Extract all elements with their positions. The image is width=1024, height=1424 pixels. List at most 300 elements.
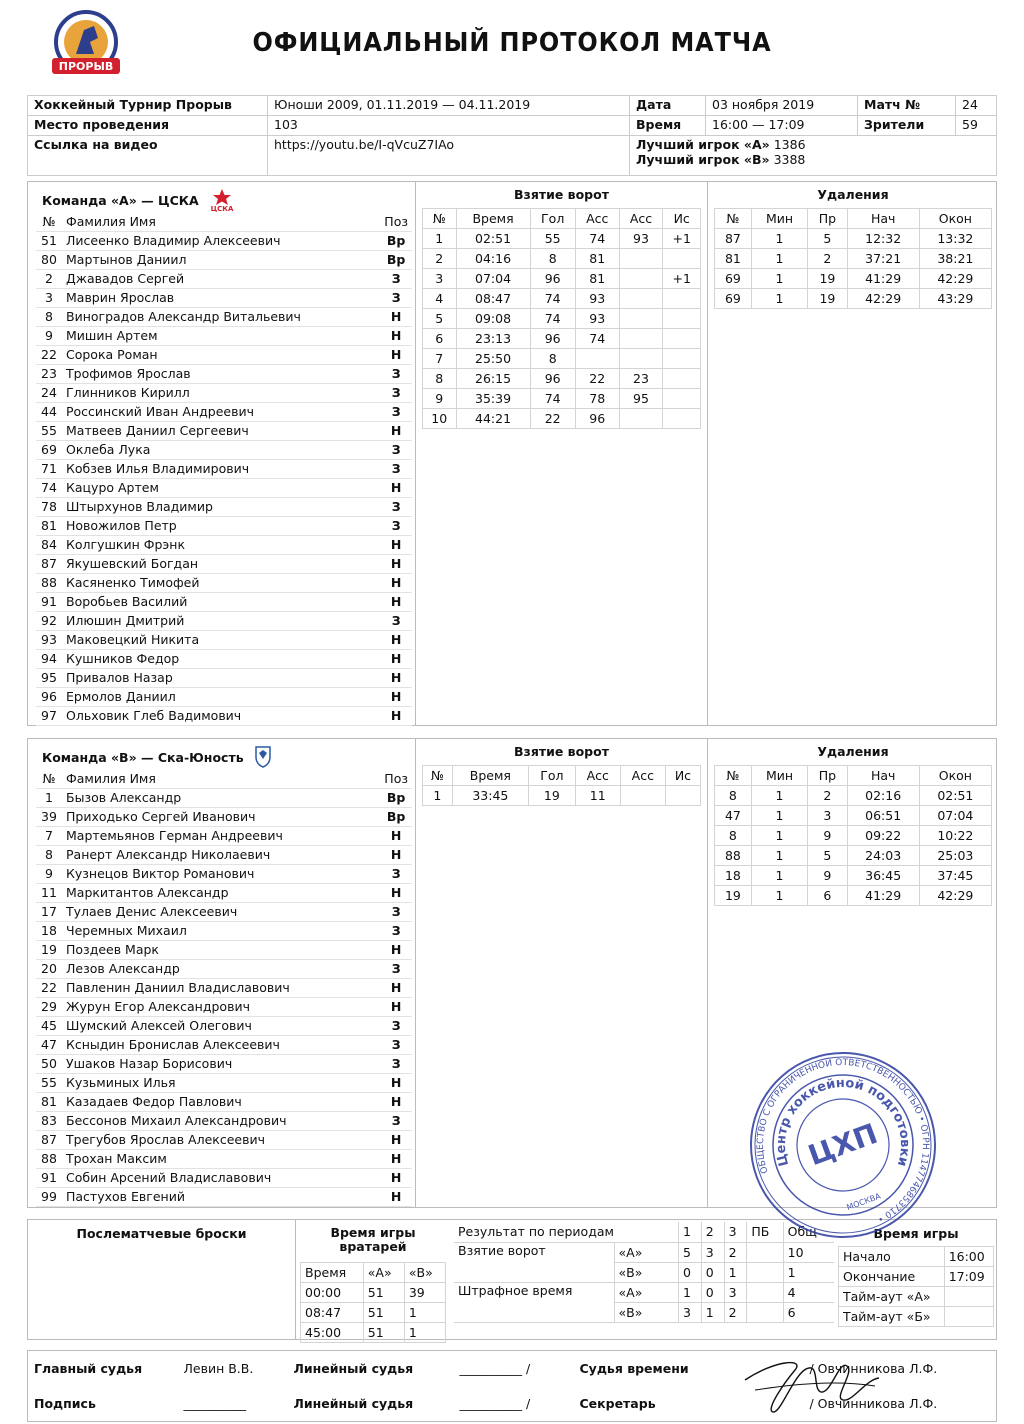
player-position: З — [380, 902, 412, 921]
player-name: Маврин Ярослав — [62, 288, 380, 307]
player-row — [36, 421, 412, 440]
player-position: Н — [380, 573, 412, 592]
timekeeper-label: Судья времени — [579, 1361, 689, 1376]
goal-row-cell — [619, 289, 663, 309]
player-position: Н — [380, 997, 412, 1016]
player-row — [36, 687, 412, 706]
player-name: Бессонов Михаил Александрович — [62, 1111, 380, 1130]
roster-header-num: № — [36, 212, 62, 231]
player-position: Н — [380, 668, 412, 687]
player-number: 44 — [36, 402, 62, 421]
goal-row-cell: 3 — [423, 269, 457, 289]
linesman-2-label: Линейный судья — [293, 1396, 414, 1411]
grid-header — [423, 209, 701, 229]
grid-header-cell: Мин — [751, 766, 807, 786]
team-a-goals-title: Взятие ворот — [514, 187, 609, 202]
video-link[interactable]: https://youtu.be/I-qVcuZ7IAo — [268, 136, 630, 176]
player-position: Н — [380, 1073, 412, 1092]
pim-side-b: «В» — [614, 1302, 679, 1322]
player-position: Н — [380, 630, 412, 649]
grid-header-cell: Гол — [530, 209, 575, 229]
player-row — [36, 231, 412, 250]
penalty-row-cell: 5 — [808, 846, 847, 866]
penalty-row-cell: 8 — [715, 826, 752, 846]
player-name: Кузнецов Виктор Романович — [62, 864, 380, 883]
goals-a-total: 10 — [783, 1242, 834, 1262]
player-name: Кобзев Илья Владимирович — [62, 459, 380, 478]
player-position: З — [380, 921, 412, 940]
grid-header-cell: Время — [456, 209, 530, 229]
goal-row — [423, 369, 701, 389]
period-header-1: 1 — [679, 1222, 702, 1242]
goal-row-cell — [575, 349, 619, 369]
goalie-time-row-cell: 1 — [404, 1323, 445, 1343]
player-number: 93 — [36, 630, 62, 649]
goal-row-cell: 8 — [530, 349, 575, 369]
player-number: 19 — [36, 940, 62, 959]
period-header-3: 3 — [724, 1222, 747, 1242]
player-position: Н — [380, 706, 412, 725]
player-position: Вр — [380, 788, 412, 807]
player-row — [36, 307, 412, 326]
grid-header — [715, 209, 992, 229]
signature-label: Подпись — [34, 1396, 96, 1411]
penalty-row-cell: 36:45 — [847, 866, 919, 886]
goalie-time-row — [301, 1323, 446, 1343]
timeout-a-label: Тайм-аут «А» — [839, 1287, 945, 1307]
penalty-row-cell: 41:29 — [847, 269, 919, 289]
player-row — [36, 1016, 412, 1035]
player-number: 97 — [36, 706, 62, 725]
player-name: Казадаев Федор Павлович — [62, 1092, 380, 1111]
player-position: З — [380, 959, 412, 978]
player-row — [36, 1111, 412, 1130]
penalty-row-cell: 42:29 — [919, 269, 991, 289]
player-name: Черемных Михаил — [62, 921, 380, 940]
goal-row-cell — [663, 309, 701, 329]
team-b-title: Команда «В» — Ска-Юность — [42, 749, 244, 765]
game-time-table — [838, 1246, 994, 1327]
goal-row-cell: 4 — [423, 289, 457, 309]
player-name: Кацуро Артем — [62, 478, 380, 497]
player-row — [36, 383, 412, 402]
goal-row-cell: 44:21 — [456, 409, 530, 429]
player-row — [36, 478, 412, 497]
penalty-row-cell: 13:32 — [919, 229, 991, 249]
player-position: З — [380, 611, 412, 630]
date-value: 03 ноября 2019 — [706, 96, 858, 116]
player-number: 55 — [36, 1073, 62, 1092]
team-a-penalties-table — [714, 208, 992, 309]
goal-row-cell: +1 — [663, 269, 701, 289]
goal-row-cell: 96 — [530, 269, 575, 289]
player-position: З — [380, 1035, 412, 1054]
timeout-a-value — [944, 1287, 993, 1307]
goals-side-a: «А» — [614, 1242, 679, 1262]
player-position: Н — [380, 1092, 412, 1111]
grid-header-cell: Мин — [751, 209, 807, 229]
roster-header — [36, 769, 412, 788]
pim-a-so — [747, 1282, 783, 1302]
player-row — [36, 864, 412, 883]
player-name: Глинников Кирилл — [62, 383, 380, 402]
player-number: 11 — [36, 883, 62, 902]
player-position: Н — [380, 478, 412, 497]
player-number: 88 — [36, 1149, 62, 1168]
player-position: Н — [380, 421, 412, 440]
player-number: 29 — [36, 997, 62, 1016]
grid-header-cell: № — [423, 209, 457, 229]
player-position: З — [380, 516, 412, 535]
goal-row-cell: 08:47 — [456, 289, 530, 309]
goal-row-cell: 74 — [530, 289, 575, 309]
goal-row-cell: 22 — [530, 409, 575, 429]
player-position: З — [380, 440, 412, 459]
goal-row — [423, 229, 701, 249]
pim-a-p3: 3 — [724, 1282, 747, 1302]
goal-row-cell: 04:16 — [456, 249, 530, 269]
player-name: Россинский Иван Андреевич — [62, 402, 380, 421]
stamp-city: МОСКВА — [845, 1191, 882, 1213]
player-row — [36, 573, 412, 592]
penalty-row — [715, 249, 992, 269]
goal-row-cell: 09:08 — [456, 309, 530, 329]
player-position: Н — [380, 845, 412, 864]
pim-side-a: «А» — [614, 1282, 679, 1302]
player-name: Трегубов Ярослав Алексеевич — [62, 1130, 380, 1149]
grid-header-cell: Пр — [808, 209, 847, 229]
player-position: Н — [380, 649, 412, 668]
goals-b-p3: 1 — [724, 1262, 747, 1282]
goal-row — [423, 289, 701, 309]
player-position: Н — [380, 554, 412, 573]
stamp-center-text: ЦХП — [803, 1116, 882, 1173]
player-row — [36, 364, 412, 383]
player-name: Колгушкин Фрэнк — [62, 535, 380, 554]
player-name: Тулаев Денис Алексеевич — [62, 902, 380, 921]
linesman-1-label: Линейный судья — [293, 1361, 414, 1376]
timeout-b-label: Тайм-аут «Б» — [839, 1307, 945, 1327]
team-a-goals-table — [422, 208, 701, 429]
best-a-value: 1386 — [773, 137, 806, 152]
goal-row-cell: 2 — [423, 249, 457, 269]
pim-row-label: Штрафное время — [454, 1282, 614, 1322]
grid-header-cell: Нач — [847, 766, 919, 786]
player-number: 50 — [36, 1054, 62, 1073]
player-row — [36, 1054, 412, 1073]
linesman-2-value: __________ / — [459, 1396, 531, 1411]
penalty-row-cell: 25:03 — [919, 846, 991, 866]
match-value: 24 — [956, 96, 997, 116]
player-row — [36, 1035, 412, 1054]
goal-row-cell: 74 — [530, 309, 575, 329]
penalty-row-cell: 19 — [808, 289, 847, 309]
penalty-row-cell: 3 — [808, 806, 847, 826]
goal-row-cell: 96 — [575, 409, 619, 429]
player-number: 91 — [36, 592, 62, 611]
player-number: 99 — [36, 1187, 62, 1206]
player-row — [36, 959, 412, 978]
player-name: Маковецкий Никита — [62, 630, 380, 649]
player-row — [36, 269, 412, 288]
goal-row — [423, 786, 701, 806]
player-number: 87 — [36, 1130, 62, 1149]
goal-row-cell: 81 — [575, 269, 619, 289]
goals-b-total: 1 — [783, 1262, 834, 1282]
player-row — [36, 1092, 412, 1111]
player-name: Воробьев Василий — [62, 592, 380, 611]
goalie-time-row — [301, 1283, 446, 1303]
penalty-row-cell: 12:32 — [847, 229, 919, 249]
grid-header-cell: Асс — [575, 209, 619, 229]
player-row — [36, 592, 412, 611]
grid-header-cell: Ис — [665, 766, 700, 786]
goals-row-label: Взятие ворот — [454, 1242, 614, 1282]
pim-b-p3: 2 — [724, 1302, 747, 1322]
chief-ref-value: Левин В.В. — [183, 1361, 254, 1376]
player-position: Н — [380, 940, 412, 959]
penalty-row-cell: 2 — [808, 786, 847, 806]
player-name: Якушевский Богдан — [62, 554, 380, 573]
player-row — [36, 788, 412, 807]
goalie-time-row — [301, 1303, 446, 1323]
player-number: 88 — [36, 573, 62, 592]
player-number: 22 — [36, 978, 62, 997]
grid-header-cell: № — [715, 209, 752, 229]
player-number: 92 — [36, 611, 62, 630]
pim-b-p1: 3 — [679, 1302, 702, 1322]
player-number: 45 — [36, 1016, 62, 1035]
player-row — [36, 997, 412, 1016]
player-name: Мишин Артем — [62, 326, 380, 345]
player-position: З — [380, 1016, 412, 1035]
goal-row-cell: 19 — [529, 786, 576, 806]
player-position: Н — [380, 687, 412, 706]
penalty-row-cell: 47 — [715, 806, 752, 826]
team-a-title: Команда «А» — ЦСКА — [42, 192, 199, 208]
player-position: З — [380, 459, 412, 478]
roster-header-pos: Поз — [380, 769, 412, 788]
player-row — [36, 1073, 412, 1092]
pim-a-p2: 0 — [701, 1282, 724, 1302]
penalty-row-cell: 1 — [751, 786, 807, 806]
penalty-row-cell: 1 — [751, 269, 807, 289]
penalty-row-cell: 37:45 — [919, 866, 991, 886]
penalty-row — [715, 826, 992, 846]
goalie-time-table — [300, 1262, 446, 1343]
date-label: Дата — [630, 96, 706, 116]
goals-b-p2: 0 — [701, 1262, 724, 1282]
player-number: 22 — [36, 345, 62, 364]
goal-row-cell: 96 — [530, 369, 575, 389]
goal-row-cell: 07:04 — [456, 269, 530, 289]
player-name: Ранерт Александр Николаевич — [62, 845, 380, 864]
shootout-title: Послематчевые броски — [28, 1220, 296, 1339]
goal-row-cell — [619, 329, 663, 349]
player-row — [36, 402, 412, 421]
grid-header-cell: Асс — [575, 766, 620, 786]
team-a-roster — [36, 212, 412, 726]
player-name: Трофимов Ярослав — [62, 364, 380, 383]
goalie-time-row-cell: 51 — [363, 1283, 404, 1303]
player-position: Н — [380, 326, 412, 345]
player-name: Павленин Даниил Владиславович — [62, 978, 380, 997]
goalie-time-row-cell: 51 — [363, 1303, 404, 1323]
best-b-value: 3388 — [773, 152, 806, 167]
periods-title: Результат по периодам — [454, 1222, 679, 1242]
player-position: Н — [380, 1187, 412, 1206]
player-number: 96 — [36, 687, 62, 706]
grid-header-cell: № — [715, 766, 752, 786]
player-number: 71 — [36, 459, 62, 478]
match-label: Матч № — [858, 96, 956, 116]
penalty-row-cell: 43:29 — [919, 289, 991, 309]
player-position: З — [380, 1054, 412, 1073]
goal-row-cell — [619, 269, 663, 289]
goal-row-cell: 81 — [575, 249, 619, 269]
player-position: Вр — [380, 807, 412, 826]
player-row — [36, 611, 412, 630]
player-row — [36, 921, 412, 940]
goal-row-cell: 96 — [530, 329, 575, 349]
player-position: Н — [380, 978, 412, 997]
player-position: Вр — [380, 250, 412, 269]
player-row — [36, 826, 412, 845]
team-b-header — [28, 739, 415, 769]
penalty-row-cell: 5 — [808, 229, 847, 249]
player-row — [36, 535, 412, 554]
player-name: Лисеенко Владимир Алексеевич — [62, 231, 380, 250]
goal-row-cell: 7 — [423, 349, 457, 369]
player-row — [36, 1168, 412, 1187]
spectators-label: Зрители — [858, 116, 956, 136]
player-name: Шумский Алексей Олегович — [62, 1016, 380, 1035]
grid-header — [301, 1263, 446, 1283]
timeout-b-value — [944, 1307, 993, 1327]
player-number: 1 — [36, 788, 62, 807]
player-number: 69 — [36, 440, 62, 459]
player-row — [36, 706, 412, 725]
player-position: Н — [380, 307, 412, 326]
player-name: Трохан Максим — [62, 1149, 380, 1168]
period-header-total: Общ — [783, 1222, 834, 1242]
goals-a-so — [747, 1242, 783, 1262]
goal-row-cell: 93 — [575, 309, 619, 329]
goals-b-p1: 0 — [679, 1262, 702, 1282]
penalty-row-cell: 69 — [715, 289, 752, 309]
time-label: Время — [630, 116, 706, 136]
best-players — [630, 136, 997, 176]
penalty-row-cell: 02:16 — [847, 786, 919, 806]
goal-row-cell: 6 — [423, 329, 457, 349]
player-position: З — [380, 402, 412, 421]
player-row — [36, 978, 412, 997]
goal-row-cell: 74 — [575, 229, 619, 249]
goal-row-cell: 25:50 — [456, 349, 530, 369]
penalty-row-cell: 88 — [715, 846, 752, 866]
player-position: З — [380, 383, 412, 402]
player-name: Ксныдин Бронислав Алексеевич — [62, 1035, 380, 1054]
player-number: 7 — [36, 826, 62, 845]
player-number: 39 — [36, 807, 62, 826]
secretary-value: / Овчинникова Л.Ф. — [809, 1396, 938, 1411]
best-b-label: Лучший игрок «В» — [636, 152, 770, 167]
goal-row — [423, 349, 701, 369]
penalty-row-cell: 42:29 — [847, 289, 919, 309]
player-number: 24 — [36, 383, 62, 402]
penalty-row-cell: 2 — [808, 249, 847, 269]
tournament-label: Хоккейный Турнир Прорыв — [28, 96, 268, 116]
tournament-value: Юноши 2009, 01.11.2019 — 04.11.2019 — [268, 96, 630, 116]
player-row — [36, 1149, 412, 1168]
player-number: 9 — [36, 864, 62, 883]
end-label: Окончание — [839, 1267, 945, 1287]
goal-row-cell — [619, 309, 663, 329]
player-number: 3 — [36, 288, 62, 307]
goal-row — [423, 269, 701, 289]
goal-row-cell — [663, 289, 701, 309]
period-header-2: 2 — [701, 1222, 724, 1242]
player-row — [36, 807, 412, 826]
team-a-penalties-title: Удаления — [817, 187, 889, 202]
goal-row-cell: 23:13 — [456, 329, 530, 349]
grid-header-cell: Асс — [620, 766, 665, 786]
goalie-time-row-cell: 51 — [363, 1323, 404, 1343]
player-position: З — [380, 1111, 412, 1130]
player-number: 91 — [36, 1168, 62, 1187]
player-position: З — [380, 497, 412, 516]
penalty-row-cell: 19 — [715, 886, 752, 906]
player-row — [36, 440, 412, 459]
player-position: З — [380, 364, 412, 383]
penalty-row — [715, 886, 992, 906]
team-b-goals-title: Взятие ворот — [514, 744, 609, 759]
player-position: З — [380, 288, 412, 307]
player-position: Н — [380, 592, 412, 611]
goal-row-cell: 1 — [423, 229, 457, 249]
player-number: 8 — [36, 845, 62, 864]
grid-header-cell: Пр — [808, 766, 847, 786]
goal-row-cell — [663, 369, 701, 389]
penalty-row-cell: 1 — [751, 826, 807, 846]
stamp-ring-text: ОБЩЕСТВО С ОГРАНИЧЕННОЙ ОТВЕТСТВЕННОСТЬЮ • ОГРН 1147746853710 • — [755, 1057, 931, 1224]
goal-row-cell: 93 — [619, 229, 663, 249]
player-row — [36, 883, 412, 902]
goals-a-p3: 2 — [724, 1242, 747, 1262]
penalty-row-cell: 1 — [751, 249, 807, 269]
player-position: Н — [380, 345, 412, 364]
penalty-row — [715, 806, 992, 826]
player-position: Н — [380, 826, 412, 845]
pim-a-total: 4 — [783, 1282, 834, 1302]
goals-a-p2: 3 — [701, 1242, 724, 1262]
roster-header-num: № — [36, 769, 62, 788]
goal-row-cell: 02:51 — [456, 229, 530, 249]
player-name: Лезов Александр — [62, 959, 380, 978]
goal-row-cell: 8 — [530, 249, 575, 269]
player-row — [36, 288, 412, 307]
goalie-time-row-cell: 1 — [404, 1303, 445, 1323]
goal-row-cell: 10 — [423, 409, 457, 429]
signature-mark — [735, 1350, 885, 1422]
penalty-row-cell: 41:29 — [847, 886, 919, 906]
penalty-row-cell: 24:03 — [847, 846, 919, 866]
player-number: 20 — [36, 959, 62, 978]
goal-row — [423, 329, 701, 349]
penalty-row-cell: 1 — [751, 289, 807, 309]
player-name: Мартынов Даниил — [62, 250, 380, 269]
grid-header-cell: Ис — [663, 209, 701, 229]
